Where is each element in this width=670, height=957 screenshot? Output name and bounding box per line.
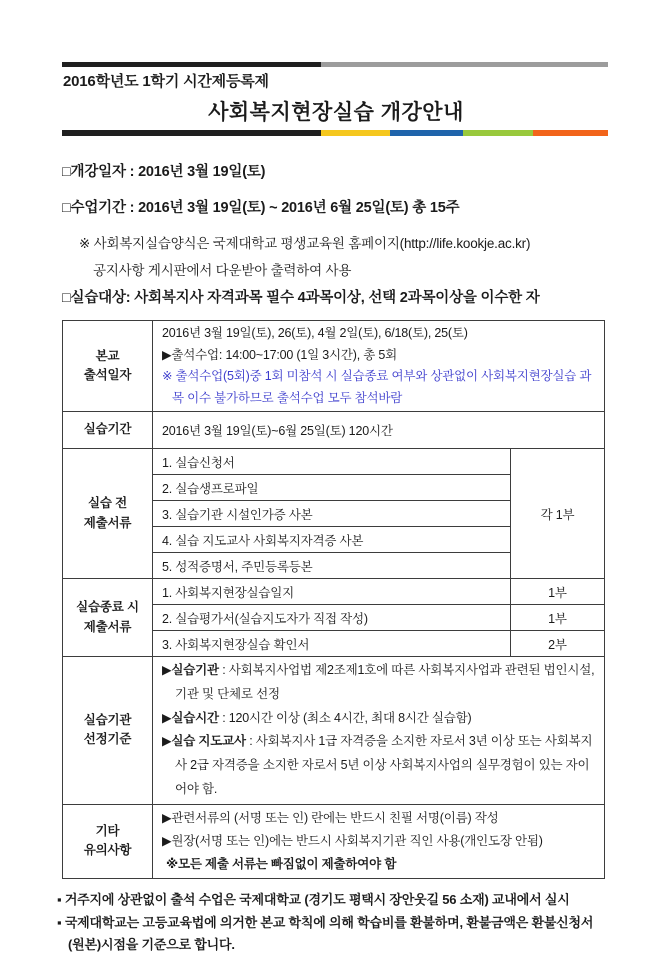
pre-docs-quantity: 각 1부 xyxy=(511,449,605,579)
header-bottom-rule xyxy=(62,130,608,136)
criteria-item xyxy=(162,707,595,731)
label-text: 제출서류 xyxy=(83,515,132,530)
label-text: 실습 전 xyxy=(88,496,127,511)
criteria-content xyxy=(153,657,605,805)
criteria-item-head: ▶실습기관 xyxy=(162,663,219,677)
post-doc-item: 3. 사회복지현장실습 확인서 xyxy=(153,631,511,657)
footer-note: ▪ 국제대학교는 고등교육법에 의거한 본교 학칙에 의해 학습비를 환불하며, 환불금액은 환불신청서 (원본)시점을 기준으로 합니다. xyxy=(57,914,594,953)
rule-segment-gray xyxy=(321,62,608,67)
etc-item: ▶관련서류의 (서명 또는 인) 란에는 반드시 친필 서명(이름) 작성 xyxy=(162,810,499,825)
rule-segment-black xyxy=(62,62,321,67)
label-text: 기타 xyxy=(95,823,120,838)
post-doc-item: 1. 사회복지현장실습일지 xyxy=(153,579,511,605)
row-label-post-docs xyxy=(63,579,153,657)
criteria-item-body: : 120시간 이상 (최소 4시간, 최대 8시간 실습함) xyxy=(218,710,472,725)
class-period-line: □수업기간 : 2016년 3월 19일(토) ~ 2016년 6월 25일(토) 총 15주 xyxy=(62,200,460,216)
practicum-info-table xyxy=(62,320,605,879)
pre-doc-item: 4. 실습 지도교사 사회복지자격증 사본 xyxy=(153,527,511,553)
row-label-etc xyxy=(63,804,153,878)
pre-doc-item: 2. 실습생프로파일 xyxy=(153,475,511,501)
table-row-period xyxy=(63,412,605,449)
footer-notes xyxy=(57,889,613,957)
form-note-line1: ※ 사회복지실습양식은 국제대학교 평생교육원 홈페이지(http://life.kookje.ac.kr) xyxy=(79,236,531,251)
row-label-pre-docs xyxy=(63,449,153,579)
table-row-etc xyxy=(63,804,605,878)
label-text: 유의사항 xyxy=(83,843,132,858)
post-doc-item: 2. 실습평가서(실습지도자가 직접 작성) xyxy=(153,605,511,631)
pre-doc-item: 3. 실습기관 시설인가증 사본 xyxy=(153,501,511,527)
attendance-warning-note: ※ 출석수업(5회)중 1회 미참석 시 실습종료 여부와 상관없이 사회복지현장실습 과목 이수 불가하므로 출석수업 모두 참석바람 xyxy=(162,369,592,405)
criteria-item-body: : 사회복지사업법 제2조제1호에 따른 사회복지사업과 관련된 법인시설, 기관 및 단체로 선정 xyxy=(175,663,595,701)
label-text: 제출서류 xyxy=(83,619,132,634)
document-header xyxy=(62,62,610,136)
info-section xyxy=(62,160,610,307)
table-row-attendance xyxy=(63,321,605,412)
label-text: 선정기준 xyxy=(83,732,132,747)
criteria-item xyxy=(162,659,595,707)
etc-emphasis-note: ※모든 제출 서류는 빠짐없이 제출하여야 함 xyxy=(166,856,397,871)
pre-doc-item: 5. 성적증명서, 주민등록등본 xyxy=(153,553,511,579)
rule-segment-orange xyxy=(533,130,608,136)
criteria-item-body: : 사회복지사 1급 자격증을 소지한 자로서 3년 이상 또는 사회복지사 2급 자격증을 소지한 자로서 5년 이상 사회복지사업의 실무경험이 있는 자이어야 함. xyxy=(175,734,593,796)
post-doc-quantity: 1부 xyxy=(511,605,605,631)
header-top-rule xyxy=(62,62,608,67)
opening-date-line: □개강일자 : 2016년 3월 19일(토) xyxy=(62,164,266,180)
label-text: 출석일자 xyxy=(83,368,132,382)
criteria-item-head: ▶실습 지도교사 xyxy=(162,734,246,749)
rule-segment-blue xyxy=(390,130,463,136)
table-row-pre-doc xyxy=(63,449,605,475)
pre-doc-item: 1. 실습신청서 xyxy=(153,449,511,475)
criteria-item-head: ▶실습시간 xyxy=(162,710,219,725)
rule-segment-green xyxy=(463,130,533,136)
rule-segment-black xyxy=(62,130,321,136)
criteria-item xyxy=(162,730,595,801)
etc-content xyxy=(153,804,605,878)
label-text: 실습기관 xyxy=(83,712,132,727)
row-label-period: 실습기간 xyxy=(63,412,153,449)
attendance-dates: 2016년 3월 19일(토), 26(토), 4월 2일(토), 6/18(토), 25(토) xyxy=(162,326,468,340)
footer-note: ▪ 거주지에 상관없이 출석 수업은 국제대학교 (경기도 평택시 장안웃길 56 소재) 교내에서 실시 xyxy=(57,891,570,907)
attendance-content xyxy=(153,321,605,412)
post-doc-quantity: 1부 xyxy=(511,579,605,605)
form-note-line2: 공지사항 게시판에서 다운받아 출력하여 사용 xyxy=(93,263,352,278)
table-row-post-doc xyxy=(63,579,605,605)
table-row-criteria xyxy=(63,657,605,805)
label-text: 본교 xyxy=(95,348,120,363)
target-line: □실습대상: 사회복지사 자격과목 필수 4과목이상, 선택 2과목이상을 이수한 자 xyxy=(62,290,540,306)
label-text: 실습종료 시 xyxy=(76,600,139,615)
period-value: 2016년 3월 19일(토)~6월 25일(토) 120시간 xyxy=(153,412,605,449)
row-label-criteria xyxy=(63,657,153,805)
rule-segment-yellow xyxy=(321,130,389,136)
document-subtitle: 2016학년도 1학기 시간제등록제 xyxy=(63,73,269,90)
etc-item: ▶원장(서명 또는 인)에는 반드시 사회복지기관 직인 사용(개인도장 안됨) xyxy=(162,833,543,848)
attendance-session-info: ▶출석수업: 14:00~17:00 (1일 3시간), 총 5회 xyxy=(162,347,398,362)
row-label-attendance-dates xyxy=(63,321,153,412)
post-doc-quantity: 2부 xyxy=(511,631,605,657)
document-title: 사회복지현장실습 개강안내 xyxy=(208,101,464,124)
